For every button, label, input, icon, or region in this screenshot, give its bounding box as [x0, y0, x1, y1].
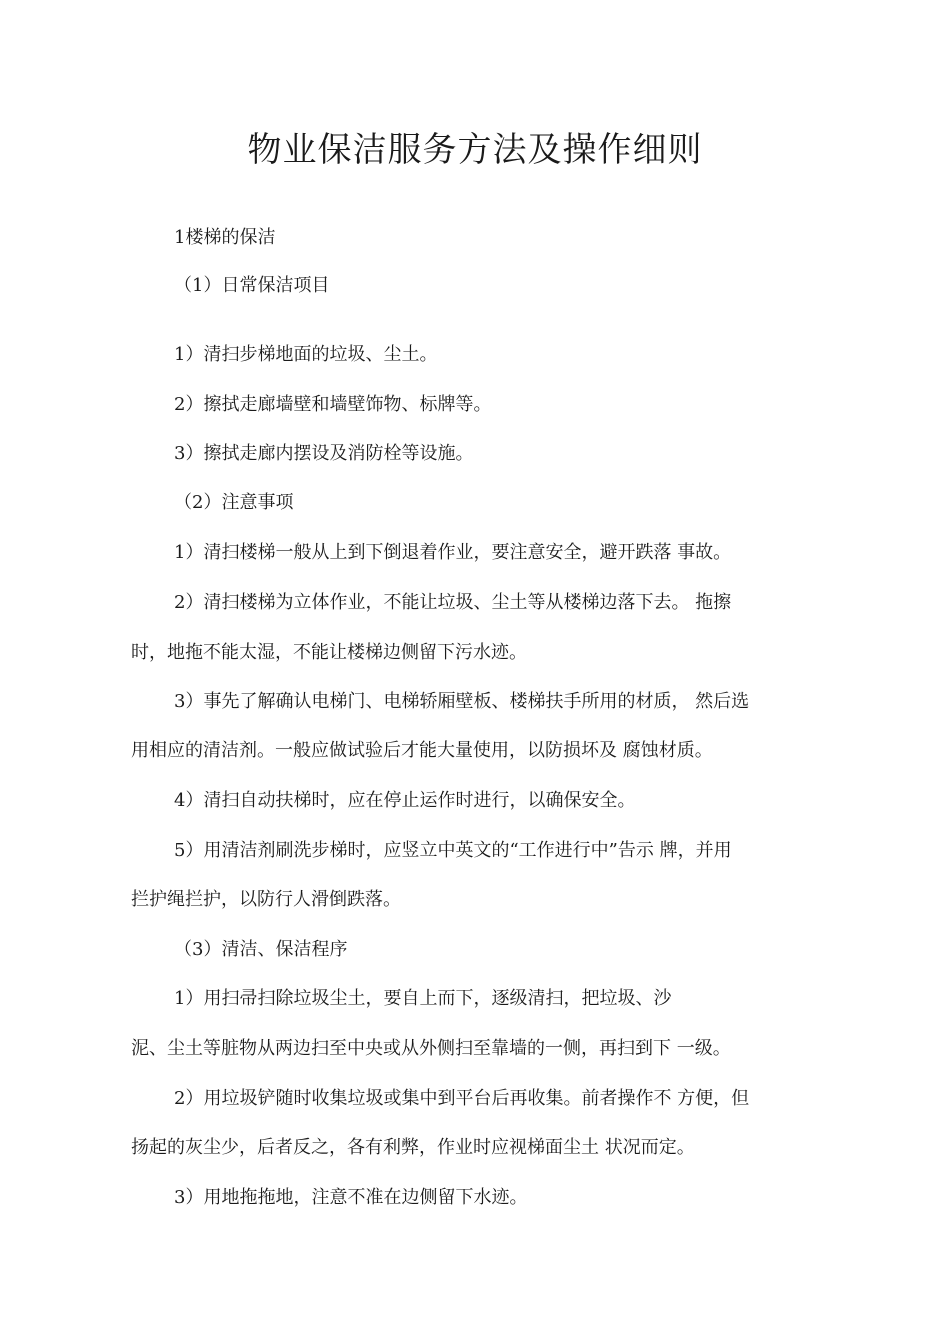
text-line: 2）用垃圾铲随时收集垃圾或集中到平台后再收集。前者操作不 方便，但	[174, 1088, 750, 1109]
text-line: 1）用扫帚扫除垃圾尘土，要自上而下，逐级清扫，把垃圾、沙	[174, 988, 672, 1009]
text-line: 1）清扫楼梯一般从上到下倒退着作业，要注意安全，避开跌落 事故。	[174, 542, 732, 563]
document-title: 物业保洁服务方法及操作细则	[247, 130, 703, 170]
text-line: 拦护绳拦护，以防行人滑倒跌落。	[131, 889, 401, 910]
text-line: 5）用清洁剂刷洗步梯时，应竖立中英文的“工作进行中”告示 牌，并用	[174, 840, 732, 861]
section-heading-stairs: 1楼梯的保洁	[174, 227, 276, 248]
subsection-heading-notes: （2）注意事项	[174, 492, 294, 513]
text-line: 时，地拖不能太湿，不能让楼梯边侧留下污水迹。	[131, 642, 527, 663]
text-line: 3）擦拭走廊内摆设及消防栓等设施。	[174, 443, 474, 464]
text-line: 扬起的灰尘少，后者反之，各有利弊，作业时应视梯面尘土 状况而定。	[131, 1137, 695, 1158]
text-line: 用相应的清洁剂。一般应做试验后才能大量使用，以防损坏及 腐蚀材质。	[131, 740, 713, 761]
text-line: 泥、尘土等脏物从两边扫至中央或从外侧扫至靠墙的一侧，再扫到下 一级。	[131, 1038, 731, 1059]
subsection-heading-procedure: （3）清洁、保洁程序	[174, 939, 348, 960]
text-line: 1）清扫步梯地面的垃圾、尘土。	[174, 344, 438, 365]
text-line: 3）事先了解确认电梯门、电梯轿厢壁板、楼梯扶手所用的材质， 然后选	[174, 691, 750, 712]
text-line: 4）清扫自动扶梯时，应在停止运作时进行，以确保安全。	[174, 790, 636, 811]
text-line: 2）擦拭走廊墙壁和墙壁饰物、标牌等。	[174, 394, 492, 415]
text-line: 3）用地拖拖地，注意不准在边侧留下水迹。	[174, 1187, 528, 1208]
subsection-heading-daily: （1）日常保洁项目	[174, 275, 330, 296]
text-line: 2）清扫楼梯为立体作业，不能让垃圾、尘土等从楼梯边落下去。 拖擦	[174, 592, 732, 613]
